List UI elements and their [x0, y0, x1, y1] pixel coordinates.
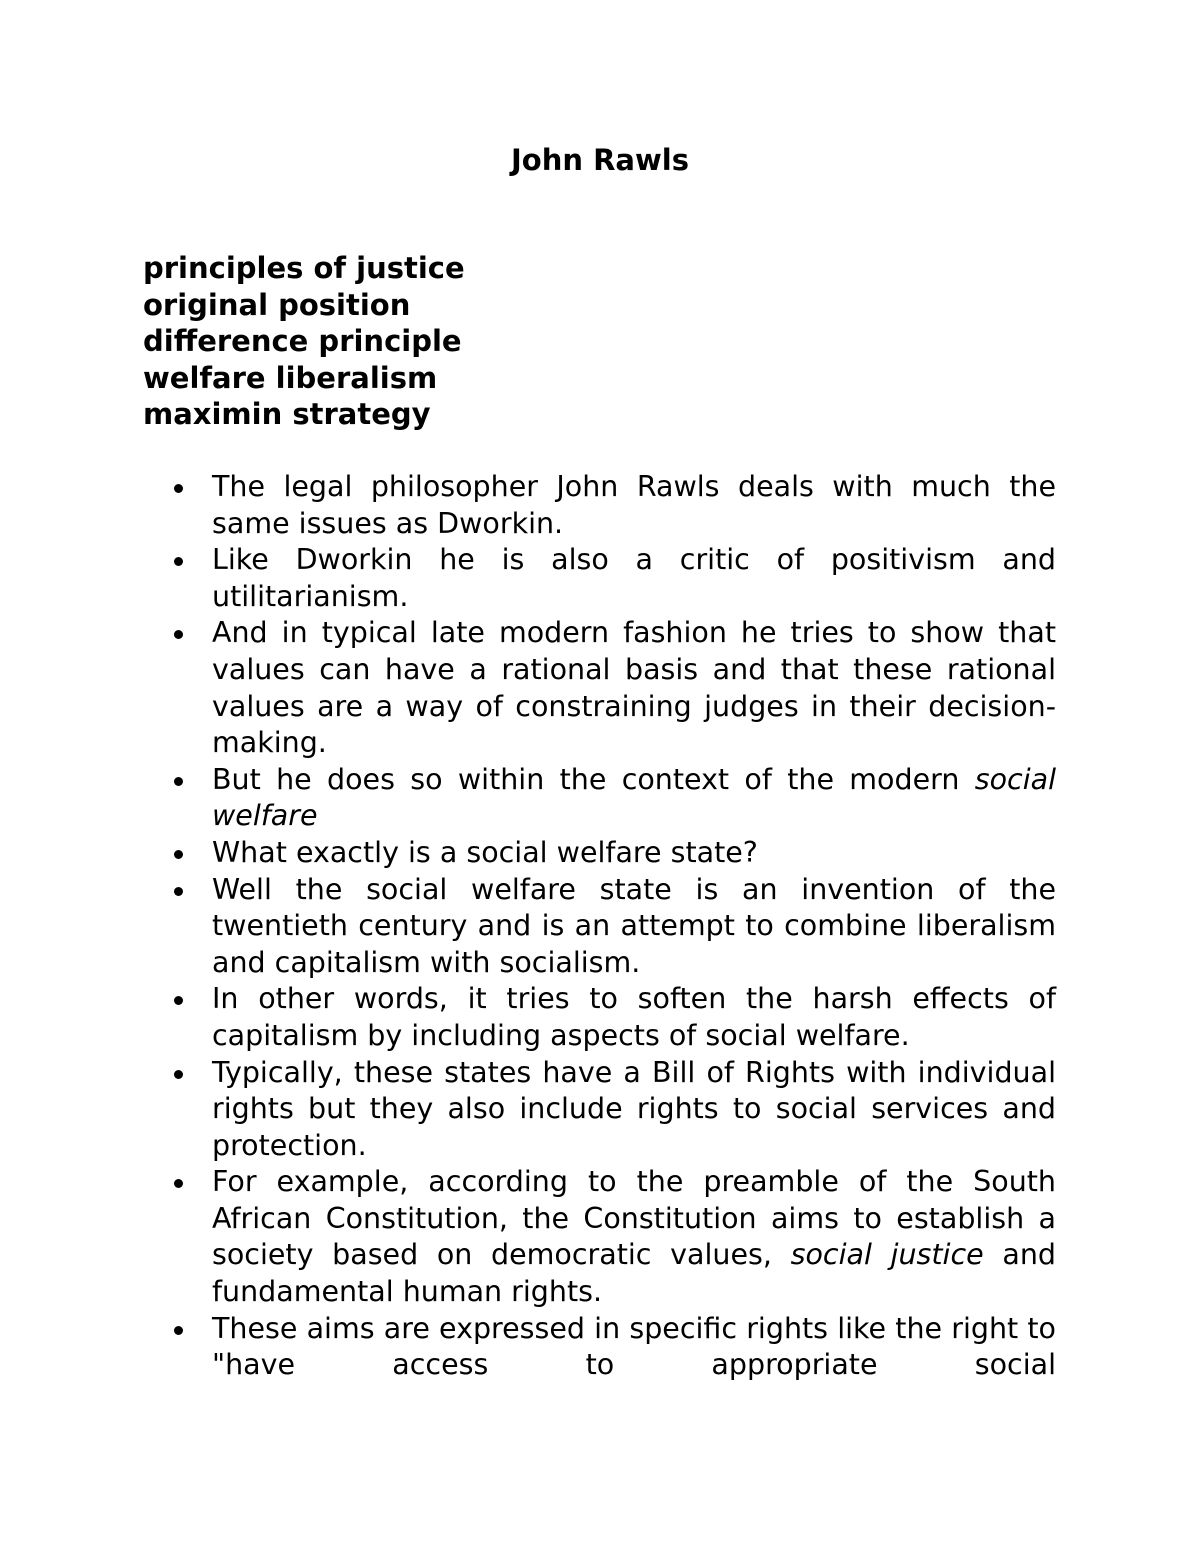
bullet-text: For example, according to the preamble of the South African Constitution, the Constitution aims to establish a society based on democratic values,: [212, 1165, 1056, 1272]
bullet-item: [212, 469, 1056, 542]
bullet-text: What exactly is a social welfare state?: [212, 835, 758, 869]
bullet-item: [212, 1164, 1056, 1310]
bullet-list: [212, 469, 1056, 1384]
keyword-item: difference principle: [143, 324, 462, 359]
bullet-text: But he does so within the context of the modern: [212, 762, 960, 796]
bullet-text: Like Dworkin he is also a critic of positivism and utilitarianism.: [212, 543, 1056, 613]
bullet-item: [212, 762, 1056, 835]
keyword-item: original position: [143, 287, 411, 322]
bullet-item: [212, 542, 1056, 615]
bullet-item: [212, 1055, 1056, 1165]
keyword-list: [143, 250, 465, 433]
bullet-text: Well the social welfare state is an invention of the twentieth century and is an attempt to combine liberalism and capitalism with socialism.: [212, 872, 1056, 979]
page-title: John Rawls: [511, 143, 689, 177]
bullet-italic-text: social welfare: [212, 762, 1056, 833]
keyword-item: maximin strategy: [143, 397, 431, 432]
bullet-italic-text: social justice: [790, 1238, 984, 1272]
bullet-item: [212, 981, 1056, 1054]
bullet-item: [212, 615, 1056, 761]
bullet-item: [212, 1311, 1056, 1384]
bullet-text: In other words, it tries to soften the harsh effects of capitalism by including aspects of social welfare.: [212, 982, 1056, 1052]
bullet-item: [212, 872, 1056, 982]
keyword-item: welfare liberalism: [143, 360, 438, 395]
bullet-text: And in typical late modern fashion he tries to show that values can have a rational basis and that these rational values are a way of constraining judges in their decision-making.: [212, 616, 1056, 760]
bullet-item: [212, 835, 1056, 872]
bullet-text: These aims are expressed in specific rights like the right to "have access to appropriate social: [212, 1311, 1056, 1382]
bullet-text: Typically, these states have a Bill of Rights with individual rights but they also include rights to social services and protection.: [212, 1055, 1056, 1162]
bullet-text-after: and fundamental human rights.: [212, 1238, 1056, 1309]
keyword-item: principles of justice: [143, 251, 465, 285]
bullet-text: The legal philosopher John Rawls deals with much the same issues as Dworkin.: [212, 470, 1056, 540]
